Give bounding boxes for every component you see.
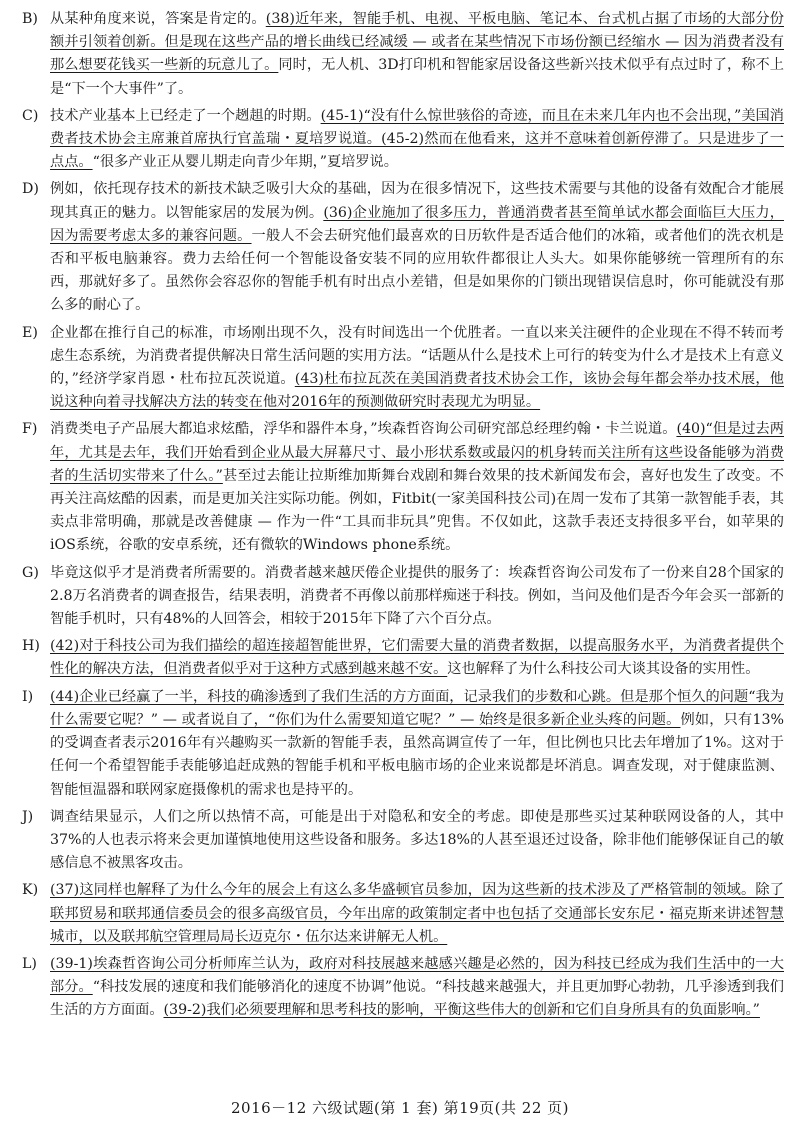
paragraph: [22, 953, 784, 1023]
paragraph-label: D): [22, 181, 39, 198]
paragraph: [22, 418, 784, 557]
paragraph-text: [50, 322, 784, 415]
text-segment: 从某种角度来说，答案是肯定的。: [50, 11, 266, 27]
text-segment: 例如，依托现存技术的新技术缺乏吸引大众的基础，因为在很多情况下，这些技术需要与其他的设备有效配合才能展现其真正的魅力。以智能家居的发展为例。: [50, 181, 784, 221]
paragraph-label: H): [22, 638, 40, 655]
paragraph: [22, 562, 784, 632]
paragraph-label: J): [22, 808, 34, 825]
text-segment: 毕竟这似乎才是消费者所需要的。消费者越来越厌倦企业提供的服务了：埃森哲咨询公司发布了一份来自28个国家的2.8万名消费者的调查报告，结果表明，消费者不再像以前那样痴迷于科技。例如，当问及他们是否今年会买一部新的智能手机时，只有48%的人回答会，相较于2015年下降了六个百分点。: [50, 564, 784, 628]
text-segment: 调查结果显示，人们之所以热情不高，可能是出于对隐私和安全的考虑。即使是那些买过某种联网设备的人，其中37%的人也表示将来会更加谨慎地使用这些设备和服务。多达18%的人甚至退还过设备，除非他们能够保证自己的敏感信息不被黑客攻击。: [50, 808, 784, 872]
paragraph-text: [50, 562, 784, 632]
underlined-answer-text: (44)企业已经赢了一半，科技的确渗透到了我们生活的方方面面，记录我们的步数和心跳。但是那个恒久的问题“我为什么需要它呢？” — 或者说自了，“你们为什么需要知道它呢？” — 始终是很多新企业头疼的问题。: [50, 688, 784, 728]
paragraph: [22, 105, 784, 175]
underlined-answer-text: (37)这同样也解释了为什么今年的展会上有这么多华盛顿官员参加，因为这些新的技术涉及了严格管制的领域。除了联邦贸易和联邦通信委员会的很多高级官员，今年出席的政策制定者中也包括了交通部长安东尼・福克斯来讲述智慧城市，以及联邦航空管理局局长迈克尔・伍尔达来讲解无人机。: [50, 882, 784, 945]
paragraph: [22, 8, 784, 101]
paragraph-text: [50, 879, 784, 949]
text-segment: 企业都在推行自己的标准，市场刚出现不久，没有时间选出一个优胜者。一直以来关注硬件的企业现在不得不转而考虑生态系统，为消费者提供解决日常生活问题的实用方法。“话题从什么是技术上可行的转变为什么才是技术上有意义的，”经济学家肖恩・杜布拉瓦茨说道。: [50, 324, 784, 388]
paragraph-label: B): [22, 11, 38, 27]
text-segment: 一般人不会去研究他们最喜欢的日历软件是否适合他们的冰箱，或者他们的洗衣机是否和平板电脑兼容。费力去给任何一个智能设备安装不同的应用软件都很让人头大。如果你能够统一管理所有的东西，那就好多了。虽然你会容忍你的智能手机有时出点小差错，但是如果你的门锁出现错误信息时，你可能就没有那么多的耐心了。: [50, 227, 784, 314]
paragraph-label: I): [22, 688, 34, 705]
underlined-answer-text: (39-2)我们必须要理解和思考科技的影响，平衡这些伟大的创新和它们自身所具有的负面影响。”: [163, 1002, 760, 1019]
paragraph-text: [50, 8, 784, 101]
underlined-answer-text: (36)企业施加了很多压力，普通消费者甚至简单试水都会面临巨大压力，因为需要考虑太多的兼容问题。: [50, 204, 784, 244]
paragraph-text: [50, 105, 784, 175]
text-segment: “很多产业正从婴儿期走向青少年期，”夏培罗说。: [92, 154, 398, 171]
paragraph-label: G): [22, 564, 39, 581]
paragraph: [22, 879, 784, 949]
underlined-answer-text: (43)杜布拉瓦茨在美国消费者技术协会工作，该协会每年都会举办技术展，他说这种向着寻找解决方法的转变在他对2016年的预测做研究时表现尤为明显。: [50, 371, 784, 411]
paragraph: [22, 806, 784, 876]
document-page: [22, 8, 784, 1027]
paragraph-text: [50, 635, 784, 681]
paragraph: [22, 635, 784, 681]
page-footer: 2016－12 六级试题(第 1 套) 第19页(共 22 页): [231, 1099, 569, 1117]
paragraph-label: F): [22, 421, 38, 438]
underlined-answer-text: (40)“但是过去两年，尤其是去年，我们开始看到企业从最大屏幕尺寸、最小形状系数或最闪的机身转而关注所有这些设备能够为消费者的生活切实带来了什么。”: [50, 421, 784, 484]
text-segment: 这也解释了为什么科技公司大谈其设备的实用性。: [447, 661, 760, 678]
paragraph-list: [22, 8, 784, 1023]
paragraph-label: K): [22, 882, 39, 899]
underlined-answer-text: (45-1)“没有什么惊世骇俗的奇迹，而且在未来几年内也不会出现，”美国消费者技术协会主席兼首席执行官盖瑞・夏培罗说道。(45-2)然而在他看来，这并不意味着创新停滞了。只是进步了一点点。: [50, 107, 784, 171]
paragraph-text: [50, 418, 784, 557]
paragraph-text: [50, 806, 784, 876]
paragraph: [22, 178, 784, 317]
paragraph-text: [50, 953, 784, 1023]
paragraph-label: E): [22, 324, 38, 341]
text-segment: 消费类电子产品展大都追求炫酷，浮华和器件本身，”埃森哲咨询公司研究部总经理约翰・卡兰说道。: [50, 421, 677, 438]
text-segment: “科技发展的速度和我们能够消化的速度不协调”他说。“科技越来越强大，并且更加野心勃勃，几乎渗透到我们生活的方方面面。: [50, 979, 784, 1019]
underlined-answer-text: (39-1)埃森哲咨询公司分析师库兰认为，政府对科技展越来越感兴趣是必然的，因为科技已经成为我们生活中的一大部分。: [50, 955, 784, 996]
text-segment: 同时，无人机、3D打印机和智能家居设备这些新兴技术似乎有点过时了，称不上是“下一个大事件”了。: [50, 57, 784, 97]
paragraph: [22, 322, 784, 415]
paragraph: [22, 686, 784, 802]
paragraph-text: [50, 686, 784, 802]
paragraph-label: L): [22, 955, 37, 972]
underlined-answer-text: (38)近年来，智能手机、电视、平板电脑、笔记本、台式机占据了市场的大部分份额并引领着创新。但是现在这些产品的增长曲线已经减缓 — 或者在某些情况下市场份额已经缩水 — 因为消费者没有那么想要花钱买一些新的玩意儿了。: [50, 11, 784, 74]
text-segment: 例如，只有13%的受调查者表示2016年有兴趣购买一款新的智能手表，虽然高调宣传了一年，但比例也只比去年增加了1%。这对于任何一个希望智能手表能够追赶成熟的智能手机和平板电脑市场的企业来说都是坏消息。调查发现，对于健康监测、智能恒温器和联网家庭摄像机的需求也是持平的。: [50, 711, 784, 798]
paragraph-label: C): [22, 107, 39, 124]
text-segment: 甚至过去能让拉斯维加斯舞台戏剧和舞台效果的技术新闻发布会，喜好也发生了改变。不再关注高炫酷的因素，而是更加关注实际功能。例如，Fitbit(一家美国科技公司)在周一发布了其第一款智能手表，其卖点非常明确，那就是改善健康 — 作为一件“工具而非玩具”兜售。不仅如此，这款手表还支持很多平台，如苹果的iOS系统，谷歌的安卓系统，还有微软的Windows phone系统。: [50, 467, 784, 554]
text-segment: 技术产业基本上已经走了一个趔趄的时期。: [50, 107, 321, 124]
paragraph-text: [50, 178, 784, 317]
underlined-answer-text: (42)对于科技公司为我们描绘的超连接超智能世界，它们需要大量的消费者数据，以提高服务水平，为消费者提供个性化的解决方法，但消费者似乎对于这种方式感到越来越不安。: [50, 638, 784, 678]
